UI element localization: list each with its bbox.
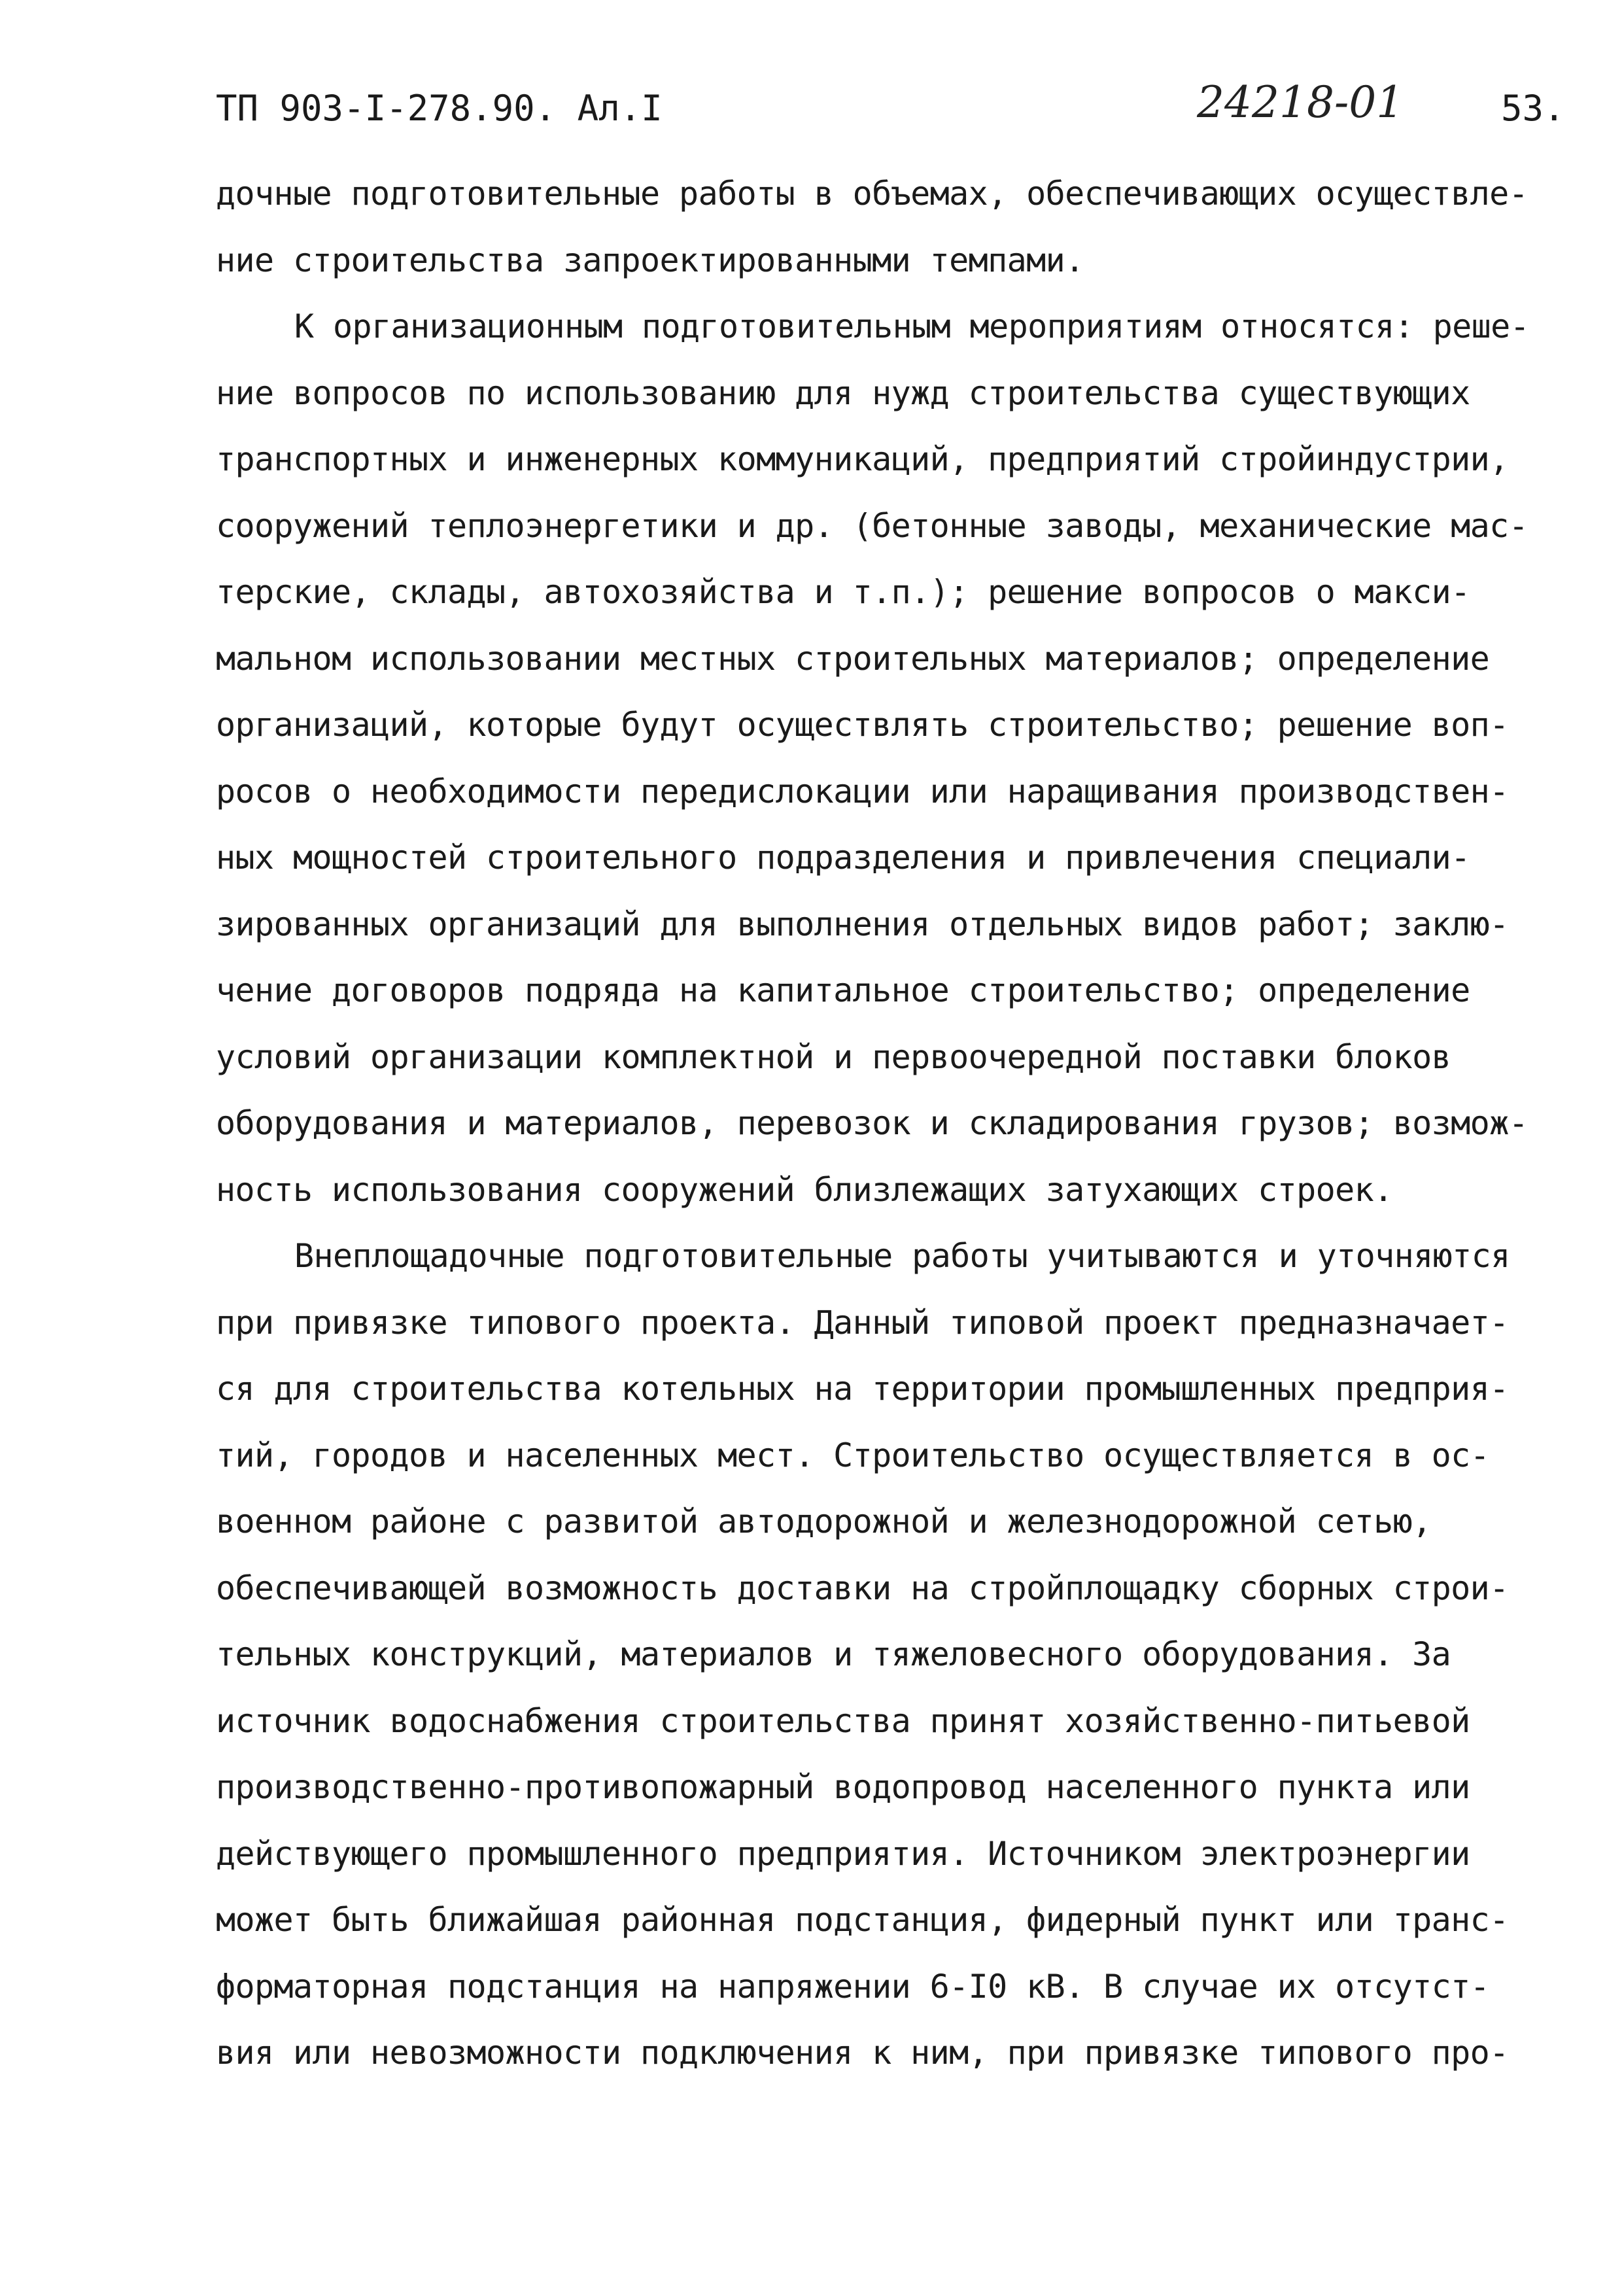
handwritten-note: 24218-01 xyxy=(1197,77,1404,128)
paragraph-first-line: К организационным подготовительным мероприятиям относятся: реше- xyxy=(294,307,1530,345)
text-line: условий организации комплектной и первоочередной поставки блоков xyxy=(216,1037,1451,1076)
page-number: 53. xyxy=(1501,88,1565,129)
text-line: при привязке типового проекта. Данный типовой проект предназначает- xyxy=(216,1303,1509,1342)
text-line: производственно-противопожарный водопровод населенного пункта или xyxy=(216,1768,1470,1806)
text-line: оборудования и материалов, перевозок и складирования грузов; возмож- xyxy=(216,1104,1529,1142)
text-line: действующего промышленного предприятия. Источником электроэнергии xyxy=(216,1834,1470,1873)
text-line: транспортных и инженерных коммуникаций, предприятий стройиндустрии, xyxy=(216,440,1509,478)
text-line: может быть ближайшая районная подстанция, фидерный пункт или транс- xyxy=(216,1901,1509,1939)
text-line: мальном использовании местных строительных материалов; определение xyxy=(216,639,1490,678)
text-line: ние вопросов по использованию для нужд строительства существующих xyxy=(216,374,1470,412)
page-header xyxy=(216,77,1572,136)
paragraph-first-line: Внеплощадочные подготовительные работы учитываются и уточняются xyxy=(294,1237,1510,1275)
text-line: ных мощностей строительного подразделения и привлечения специали- xyxy=(216,839,1470,877)
text-line: чение договоров подряда на капитальное строительство; определение xyxy=(216,971,1470,1009)
text-line: организаций, которые будут осуществлять строительство; решение воп- xyxy=(216,706,1509,744)
text-line: зированных организаций для выполнения отдельных видов работ; заклю- xyxy=(216,905,1509,943)
text-line: терские, склады, автохозяйства и т.п.); решение вопросов о макси- xyxy=(216,573,1470,611)
text-line: источник водоснабжения строительства принят хозяйственно-питьевой xyxy=(216,1701,1470,1740)
text-line: дочные подготовительные работы в объемах, обеспечивающих осуществле- xyxy=(216,175,1529,213)
text-line: тельных конструкций, материалов и тяжеловесного оборудования. За xyxy=(216,1635,1451,1673)
document-code: ТП 903-I-278.90. Ал.I xyxy=(216,88,663,129)
text-line: обеспечивающей возможность доставки на стройплощадку сборных строи- xyxy=(216,1569,1509,1607)
text-line: ся для строительства котельных на территории промышленных предприя- xyxy=(216,1370,1509,1408)
text-line: росов о необходимости передислокации или наращивания производствен- xyxy=(216,772,1509,810)
text-line: сооружений теплоэнергетики и др. (бетонные заводы, механические мас- xyxy=(216,506,1529,545)
text-line: тий, городов и населенных мест. Строительство осуществляется в ос- xyxy=(216,1436,1490,1474)
text-line: ность использования сооружений близлежащих затухающих строек. xyxy=(216,1170,1393,1209)
text-line: военном районе с развитой автодорожной и железнодорожной сетью, xyxy=(216,1503,1432,1540)
text-line: вия или невозможности подключения к ним, при привязке типового про- xyxy=(216,2034,1509,2072)
text-line: форматорная подстанция на напряжении 6-I0 кВ. В случае их отсутст- xyxy=(216,1967,1490,2006)
text-line: ние строительства запроектированными темпами. xyxy=(216,241,1084,279)
body-text xyxy=(216,161,1576,2087)
